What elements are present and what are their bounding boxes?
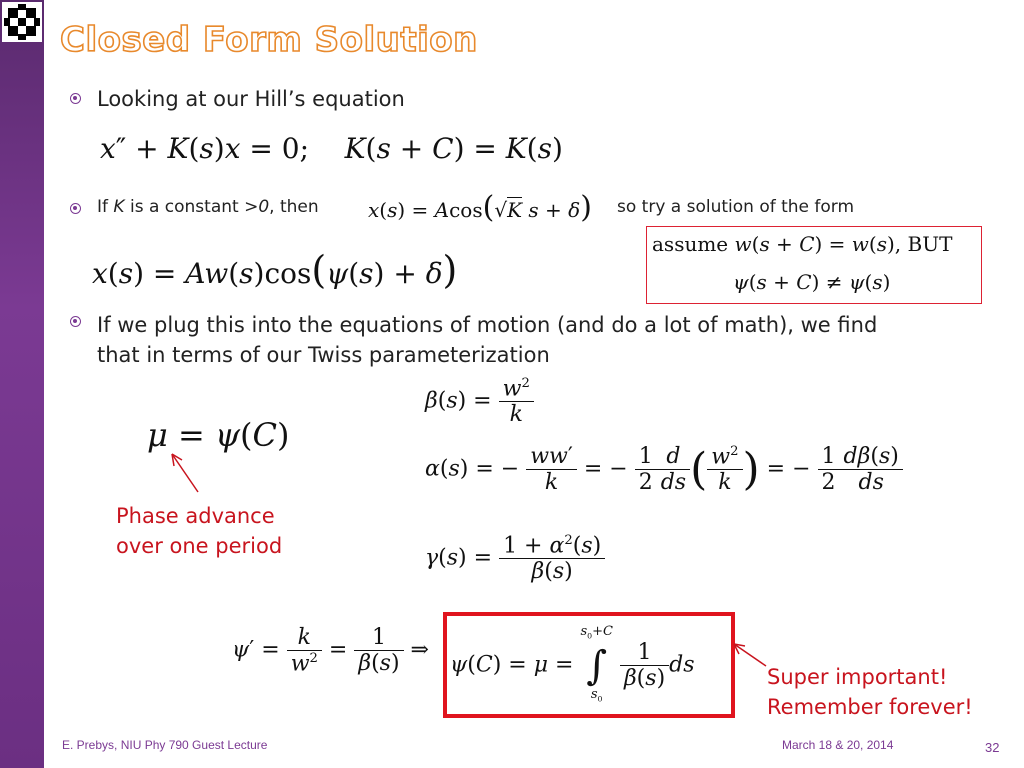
important-note: Super important! Remember forever!	[767, 665, 973, 719]
bullet-twiss: If we plug this into the equations of motion (and do a lot of math), we find that in terms of our Twiss parameterization	[97, 310, 877, 370]
bullet-icon	[70, 93, 81, 104]
page-number: 32	[985, 740, 1000, 755]
alpha-equation: α(s) = − $\frac{ww'}{k}$ = − $\frac{1}{2}$ $\frac{d}{ds}$ ( $\frac{w^2}{k}$ ) = − $\frac{1}{2}$ $\frac{d\beta(s)}{ds}$	[425, 444, 903, 495]
beta-equation: β(s) = $\frac{w^2}{k}$	[425, 376, 534, 427]
hills-equation: x″ + K(s)x = 0; K(s + C) = K(s)	[100, 132, 563, 165]
slide-title: Closed Form Solution	[60, 20, 478, 60]
bullet-icon	[70, 316, 81, 327]
psi-prime-equation: ψ′ = $\frac{k}{w^2}$ = $\frac{1}{\beta(s)}$ ⇒	[232, 625, 429, 677]
gamma-equation: γ(s) = $\frac{1 + \alpha^2(s)}{\beta(s)}$	[425, 533, 605, 584]
important-arrow-icon	[730, 640, 770, 670]
trial-solution-equation: x(s) = Aw(s)cos(ψ(s) + δ)	[92, 248, 458, 292]
sidebar-band	[0, 0, 44, 768]
constant-k-solution: x(s) = Acos(√K s + δ)	[368, 190, 592, 225]
assumption-line-1: assume w(s + C) = w(s), BUT	[652, 232, 953, 256]
lab-logo-icon	[2, 2, 42, 42]
try-solution-text: so try a solution of the form	[617, 197, 855, 217]
bullet-text: Looking at our Hill’s equation	[97, 87, 405, 111]
bullet-icon	[70, 203, 81, 214]
footer-date: March 18 & 20, 2014	[782, 738, 894, 752]
bullet-constant-k: If K is a constant >0, then	[97, 197, 319, 217]
assumption-line-2: ψ(s + C) ≠ ψ(s)	[733, 270, 891, 294]
footer-author: E. Prebys, NIU Phy 790 Guest Lecture	[62, 738, 268, 752]
phase-integral-equation: $\psi(C) = \mu = s_0+C$ ∫ $s_0$ $\frac{1}{\beta(s)}$ ds	[450, 624, 695, 704]
phase-advance-note: Phase advance over one period	[116, 504, 283, 558]
phase-advance-equation: μ = ψ(C)	[147, 416, 290, 454]
phase-arrow-icon	[168, 450, 202, 496]
bullet-hills-equation	[97, 87, 405, 111]
